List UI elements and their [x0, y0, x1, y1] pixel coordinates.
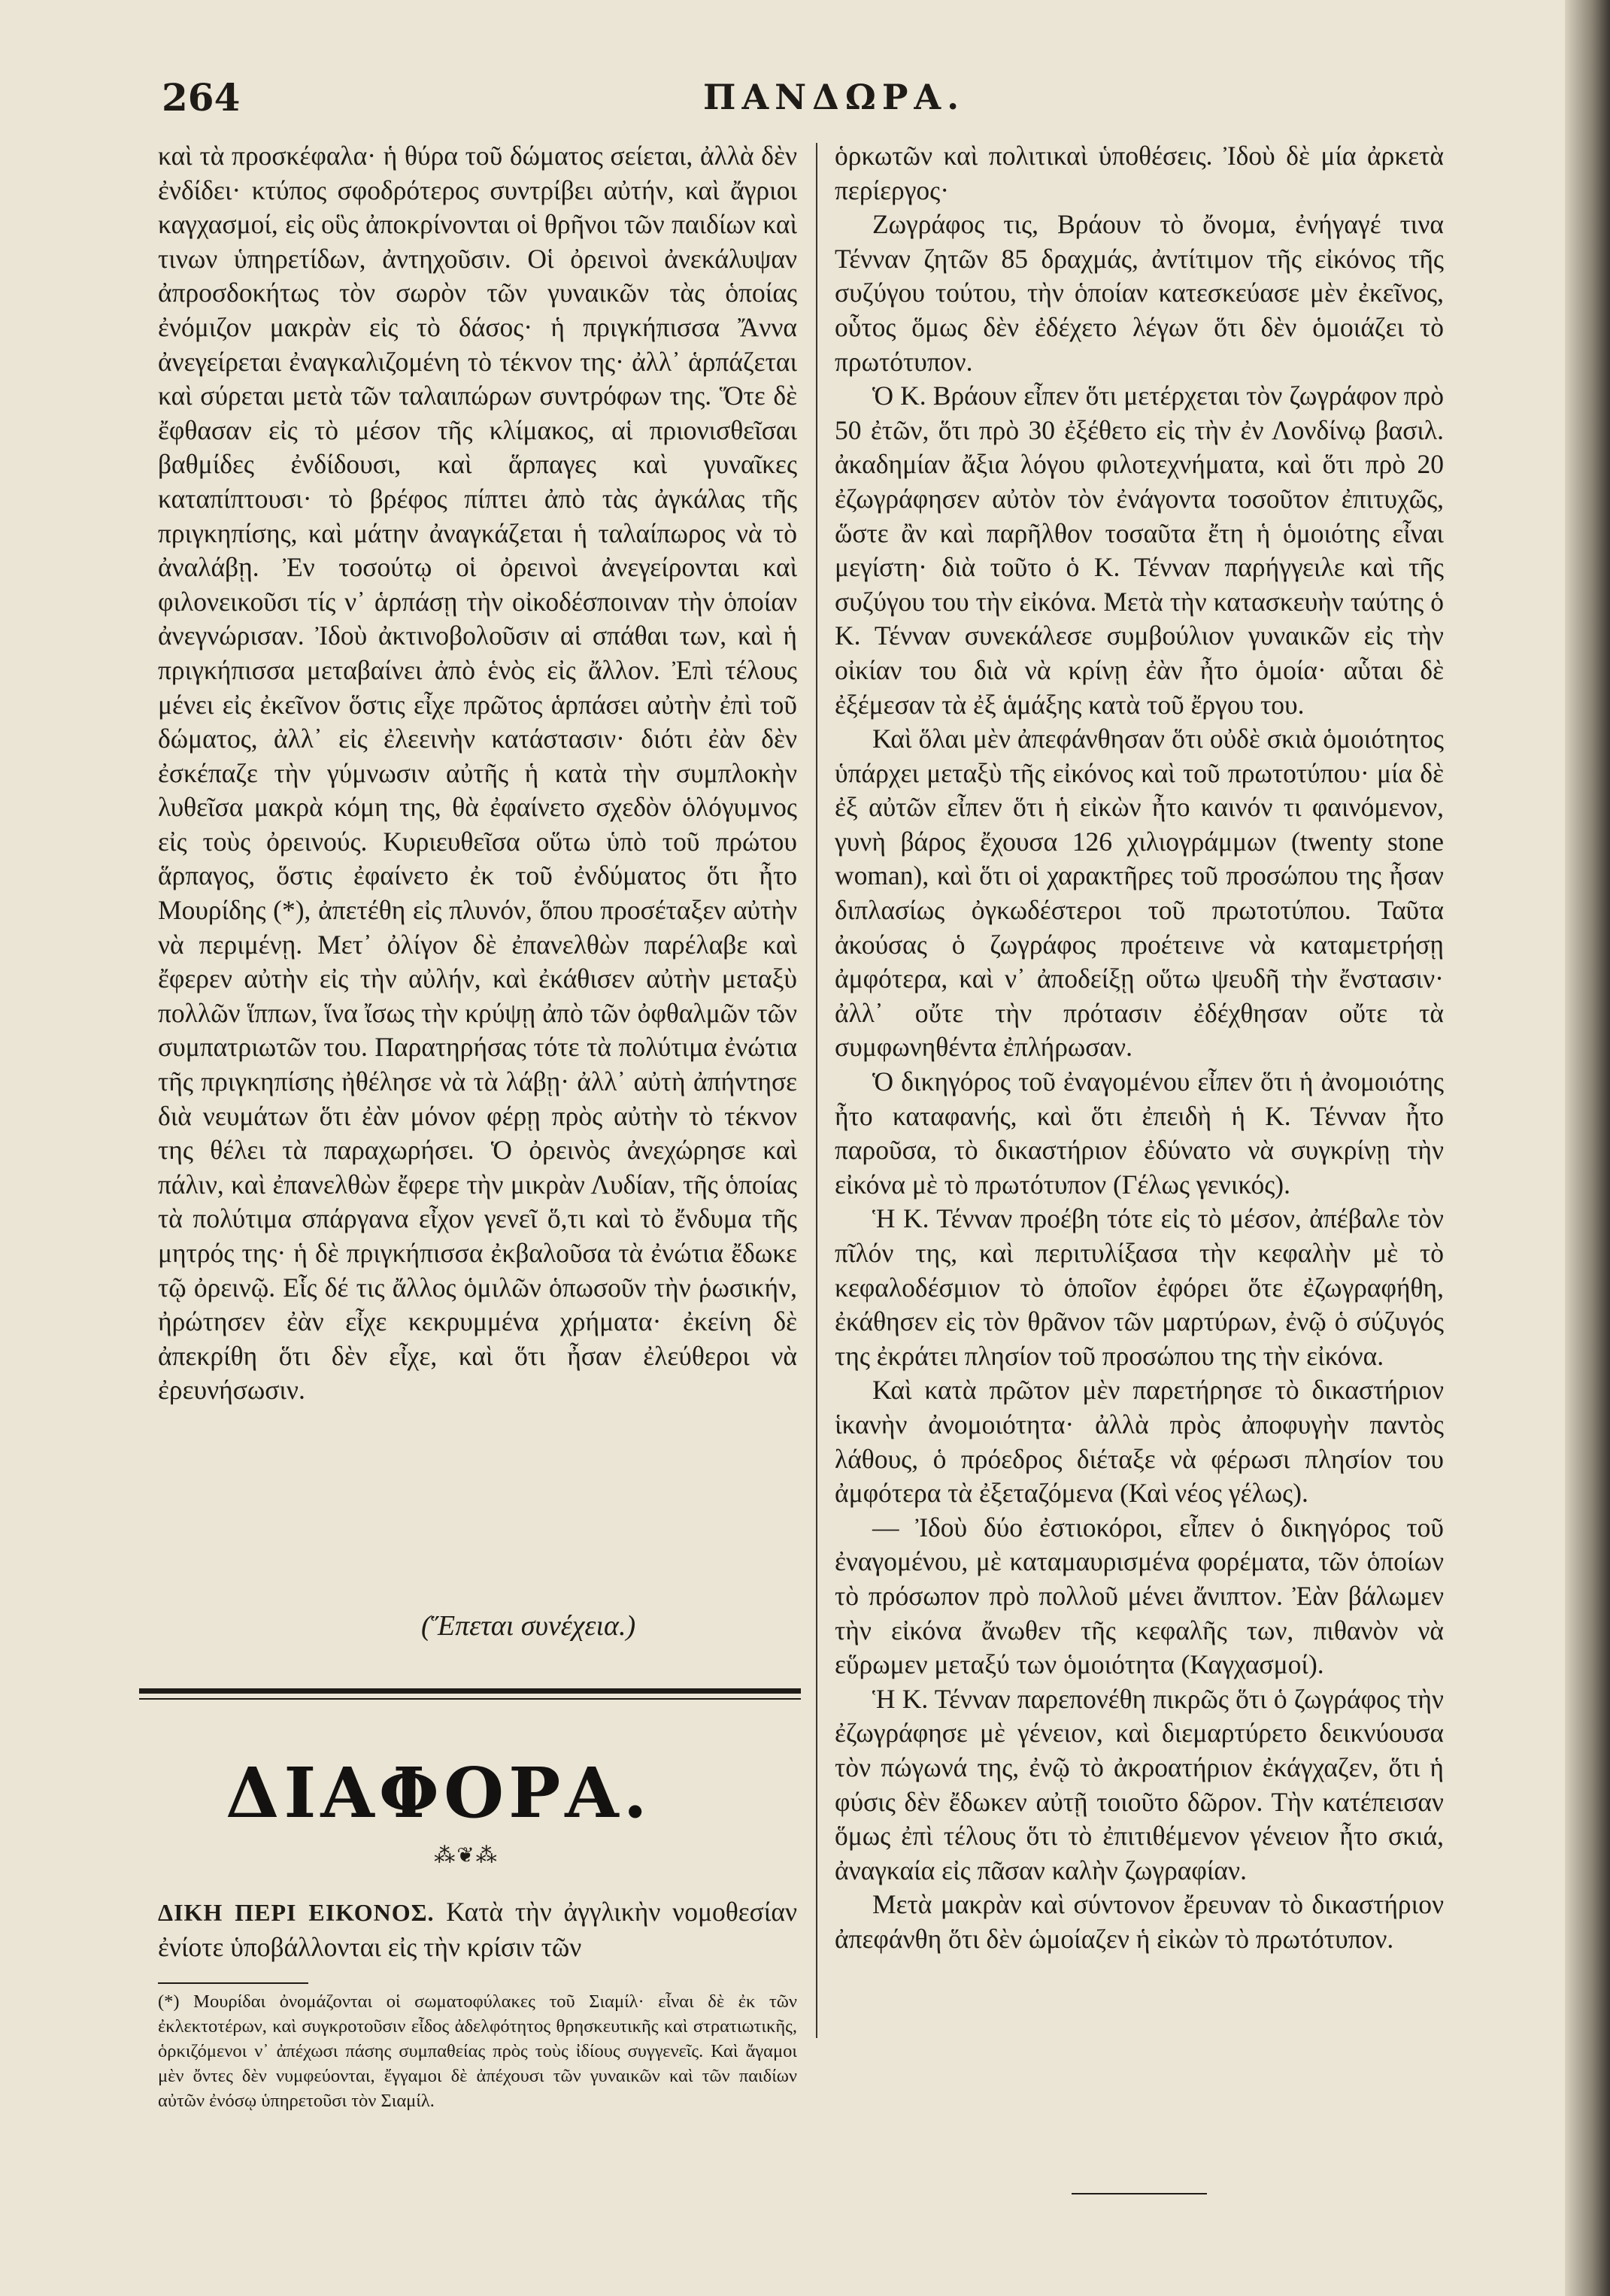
right-paragraph: Καὶ ὅλαι μὲν ἀπεφάνθησαν ὅτι οὐδὲ σκιὰ ὁμοιότητος ὑπάρχει μεταξὺ τῆς εἰκόνος καὶ τοῦ πρωτοτύπου· μία δὲ ἐξ αὐτῶν εἶπεν ὅτι ἡ εἰκὼν ἦτο καινόν τι φαινόμενον, γυνὴ βάρος ἔχουσα 126 χιλιογράμμων (twenty stone woman), καὶ ὅτι οἱ χαρακτῆρες τοῦ προσώπου της ἦσαν διπλασίως ὀγκωδέστεροι τοῦ πρωτοτύπου. Ταῦτα ἀκούσας ὁ ζωγράφος προέτεινε νὰ καταμετρήσῃ ἀμφότερα, καὶ ν᾽ ἀποδείξῃ οὕτω ψευδῆ τὴν ἔνστασιν· ἀλλ᾽ οὔτε τὴν πρότασιν ἐδέχθησαν οὔτε τὰ συμφωνηθέντα ἐπλήρωσαν. — [835, 723, 1444, 1063]
end-rule — [1072, 2193, 1207, 2194]
right-paragraph: — Ἰδοὺ δύο ἐστιοκόροι, εἶπεν ὁ δικηγόρος τοῦ ἐναγομένου, μὲ καταμαυρισμένα φορέματα, τῶν ὁποίων τὸ πρόσωπον πρὸ πολλοῦ μένει ἄνιπτον. Ἐὰν βάλωμεν τὴν εἰκόνα ἄνωθεν τῆς κεφαλῆς των, πιθανὸν νὰ εὕρωμεν μεταξύ των ὁμοιότητα (Καγχασμοί). — [835, 1512, 1444, 1680]
section-rule-thick — [139, 1688, 801, 1694]
right-paragraph: Μετὰ μακρὰν καὶ σύντονον ἔρευναν τὸ δικαστήριον ἀπεφάνθη ὅτι δὲν ὡμοίαζεν ἡ εἰκὼν τὸ πρωτότυπον. — [835, 1889, 1444, 1954]
right-paragraph: Καὶ κατὰ πρῶτον μὲν παρετήρησε τὸ δικαστήριον ἱκανὴν ἀνομοιότητα· ἀλλὰ πρὸς ἀποφυγὴν παντὸς λάθους, ὁ πρόεδρος διέταξε νὰ φέρωσι πλησίον του ἀμφότερα τὰ ἐξεταζόμενα (Καὶ νέος γέλως). — [835, 1375, 1444, 1509]
article-headline: ΔΙΚΗ ΠΕΡΙ ΕΙΚΟΝΟΣ. — [158, 1899, 435, 1926]
running-title: ΠΑΝΔΩΡΑ. — [703, 77, 966, 117]
article-text: Κατὰ τὴν ἀγγλικὴν νομοθεσίαν ἐνίοτε ὑποβάλλονται εἰς τὴν κρίσιν τῶν — [158, 1897, 797, 1962]
ornament-divider: ⁂❦⁂ — [434, 1843, 499, 1867]
footnote: (*) Μουρίδαι ὀνομάζονται οἱ σωματοφύλακες τοῦ Σιαμίλ· εἶναι δὲ ἐκ τῶν ἐκλεκτοτέρων, καὶ συγκροτοῦσιν εἶδος ἀδελφότητος θρησκευτικῆς καὶ στρατιωτικῆς, ὁρκιζόμενοι ν᾽ ἀπέχωσι πάσης συμπαθείας πρὸς τοὺς ἰδίους συγγενεῖς. Καὶ ἄγαμοι μὲν ὄντες δὲν νυμφεύονται, ἔγγαμοι δὲ ἀπέχουσι τῶν γυναικῶν καὶ τῶν παιδίων αὐτῶν ἐνόσῳ ὑπηρετοῦσι τὸν Σιαμίλ. — [158, 1991, 797, 2111]
right-paragraph: Ὁ δικηγόρος τοῦ ἐναγομένου εἶπεν ὅτι ἡ ἀνομοιότης ἦτο καταφανής, καὶ ὅτι ἐπειδὴ ἡ Κ. Τένναν ἦτο παροῦσα, τὸ δικαστήριον ἐδύνατο νὰ συγκρίνῃ τὴν εἰκόνα μὲ τὸ πρωτότυπον (Γέλως γενικός). — [835, 1066, 1444, 1200]
right-paragraph: Ζωγράφος τις, Βράουν τὸ ὄνομα, ἐνήγαγέ τινα Τένναν ζητῶν 85 δραχμάς, ἀντίτιμον τῆς εἰκόνος τῆς συζύγου τούτου, τὴν ὁποίαν κατεσκεύασε μὲν ἐκεῖνος, οὗτος ὅμως δὲν ἐδέχετο λέγων ὅτι δὲν ὁμοιάζει τὸ πρωτότυπον. — [835, 209, 1444, 377]
section-rule-thin — [139, 1698, 801, 1700]
book-binding-edge — [1565, 0, 1610, 2296]
article-intro — [158, 1895, 797, 1964]
page-number: 264 — [162, 75, 241, 120]
continuation-note: (Ἕπεται συνέχεια.) — [421, 1610, 636, 1642]
column-divider — [816, 143, 817, 2038]
right-paragraph: Ἡ Κ. Τένναν παρεπονέθη πικρῶς ὅτι ὁ ζωγράφος τὴν ἐζωγράφησε μὲ γένειον, καὶ διεμαρτύρετο δεικνύουσα τὸν πώγωνά της, ἐνῷ τὸ ἀκροατήριον ἐκάγχαζεν, ὅτι ἡ φύσις δὲν ἔδωκεν αὐτῇ τοιοῦτο δῶρον. Τὴν κατέπεισαν ὅμως ἐπὶ τέλους ὅτι τὸ ἐπιτιθέμενον γένειον ἦτο σκιά, ἀναγκαία εἰς πᾶσαν καλὴν ζωγραφίαν. — [835, 1683, 1444, 1885]
left-column — [158, 139, 797, 1408]
footnote-rule — [158, 1982, 308, 1984]
right-paragraph: ὁρκωτῶν καὶ πολιτικαὶ ὑποθέσεις. Ἰδοὺ δὲ μία ἀρκετὰ περίεργος· — [835, 141, 1444, 205]
page-header — [162, 75, 1440, 128]
right-paragraph: Ἡ Κ. Τένναν προέβη τότε εἰς τὸ μέσον, ἀπέβαλε τὸν πῖλόν της, καὶ περιτυλίξασα τὴν κεφαλὴν μὲ τὸ κεφαλοδέσμιον τὸ ὁποῖον ἐφόρει ὅτε ἐζωγραφήθη, ἐκάθησεν εἰς τὸν θρᾶνον τῶν μαρτύρων, ἐνῷ ὁ σύζυγός της ἐκράτει πλησίον τοῦ προσώπου της τὴν εἰκόνα. — [835, 1203, 1444, 1371]
right-column — [835, 139, 1444, 1956]
right-paragraph: Ὁ Κ. Βράουν εἶπεν ὅτι μετέρχεται τὸν ζωγράφον πρὸ 50 ἐτῶν, ὅτι πρὸ 30 ἐξέθετο εἰς τὴν ἐν Λονδίνῳ βασιλ. ἀκαδημίαν ἄξια λόγου φιλοτεχνήματα, καὶ ὅτι πρὸ 20 ἐζωγράφησεν αὐτὸν τὸν ἐνάγοντα τοσοῦτον ἐπιτυχῶς, ὥστε ἂν καὶ παρῆλθον τοσαῦτα ἔτη ἡ ὁμοιότης εἶναι μεγίστη· διὰ τοῦτο ὁ Κ. Τένναν παρήγγειλε καὶ τῆς συζύγου του τὴν εἰκόνα. Μετὰ τὴν κατασκευὴν ταύτης ὁ Κ. Τένναν συνεκάλεσε συμβούλιον γυναικῶν εἰς τὴν οἰκίαν του διὰ νὰ κρίνῃ ἐὰν ἦτο ὁμοία· αὗται δὲ ἐξέμεσαν τὰ ἐξ ἁμάξης κατὰ τοῦ ἔργου του. — [835, 381, 1444, 720]
left-paragraph: καὶ τὰ προσκέφαλα· ἡ θύρα τοῦ δώματος σείεται, ἀλλὰ δὲν ἐνδίδει· κτύπος σφοδρότερος συντρίβει αὐτήν, καὶ ἄγριοι καγχασμοί, εἰς οὓς ἀποκρίνονται οἱ θρῆνοι τῶν παιδίων καὶ τινων ὑπηρετίδων, ἀντηχοῦσιν. Οἱ ὀρεινοὶ ἀνεκάλυψαν ἀπροσδοκήτως τὸν σωρὸν τῶν γυναικῶν τὰς ὁποίας ἐνόμιζον μακρὰν εἰς τὸ δάσος· ἡ πριγκήπισσα Ἄννα ἀνεγείρεται ἐναγκαλιζομένη τὸ τέκνον της· ἀλλ᾽ ἁρπάζεται καὶ σύρεται μετὰ τῶν ταλαιπώρων συντρόφων της. Ὅτε δὲ ἔφθασαν εἰς τὸ μέσον τῆς κλίμακος, αἱ πριονισθεῖσαι βαθμίδες ἐνδίδουσι, καὶ ἅρπαγες καὶ γυναῖκες καταπίπτουσι· τὸ βρέφος πίπτει ἀπὸ τὰς ἀγκάλας τῆς πριγκηπίσης, καὶ μάτην ἀναγκάζεται ἡ ταλαίπωρος νὰ τὸ ἀναλάβῃ. Ἐν τοσούτῳ οἱ ὀρεινοὶ ἀνεγείρονται καὶ φιλονεικοῦσι τίς ν᾽ ἁρπάσῃ τὴν οἰκοδέσποιναν τὴν ὁποίαν ἀνεγνώρισαν. Ἰδοὺ ἀκτινοβολοῦσιν αἱ σπάθαι των, καὶ ἡ πριγκήπισσα μεταβαίνει ἀπὸ ἑνὸς εἰς ἄλλον. Ἐπὶ τέλους μένει εἰς ἐκεῖνον ὅστις εἶχε πρῶτος ἁρπάσει αὐτὴν ἐπὶ τοῦ δώματος, ἀλλ᾽ εἰς ἐλεεινὴν κατάστασιν· διότι ἐὰν δὲν ἐσκέπαζε τὴν γύμνωσιν αὐτῆς ἡ κατὰ τὴν συμπλοκὴν λυθεῖσα μακρὰ κόμη της, θὰ ἐφαίνετο σχεδὸν ὁλόγυμνος εἰς τοὺς ὀρεινούς. Κυριευθεῖσα οὕτω ὑπὸ τοῦ πρώτου ἅρπαγος, ὅστις ἐφαίνετο ἐκ τοῦ ἐνδύματος ὅτι ἦτο Μουρίδης (*), ἀπετέθη εἰς πλυνόν, ὅπου προσέταξεν αὐτὴν νὰ περιμένῃ. Μετ᾽ ὀλίγον δὲ ἐπανελθὼν παρέλαβε καὶ ἔφερεν αὐτὴν εἰς τὴν αὐλήν, καὶ ἐκάθισεν αὐτὴν μεταξὺ πολλῶν ἵππων, ἵνα ἴσως τὴν κρύψῃ ἀπὸ τῶν ὀφθαλμῶν τῶν συμπατριωτῶν του. Παρατηρήσας τότε τὰ πολύτιμα ἐνώτια τῆς πριγκηπίσης ἠθέλησε νὰ τὰ λάβῃ· ἀλλ᾽ αὐτὴ ἀπήντησε διὰ νευμάτων ὅτι ἐὰν μόνον φέρῃ πρὸς αὐτὴν τὸ τέκνον της θέλει τὰ παραχωρήσει. Ὁ ὀρεινὸς ἀνεχώρησε καὶ πάλιν, καὶ ἐπανελθὼν ἔφερε τὴν μικρὰν Λυδίαν, τῆς ὁποίας τὰ πολύτιμα σπάργανα εἶχον γενεῖ ὅ,τι καὶ τὸ ἔνδυμα τῆς μητρός της· ἡ δὲ πριγκήπισσα ἐκβαλοῦσα τὰ ἐνώτια ἔδωκε τῷ ὀρεινῷ. Εἷς δέ τις ἄλλος ὁμιλῶν ὁπωσοῦν τὴν ῥωσικήν, ἠρώτησεν ἐὰν εἶχε κεκρυμμένα χρήματα· ἐκείνη δὲ ἀπεκρίθη ὅτι δὲν εἶχε, καὶ ὅτι ἦσαν ἐλεύθεροι νὰ ἐρευνήσωσιν. — [158, 141, 797, 1406]
section-title: ΔΙΑΦΟΡΑ. — [226, 1752, 652, 1833]
